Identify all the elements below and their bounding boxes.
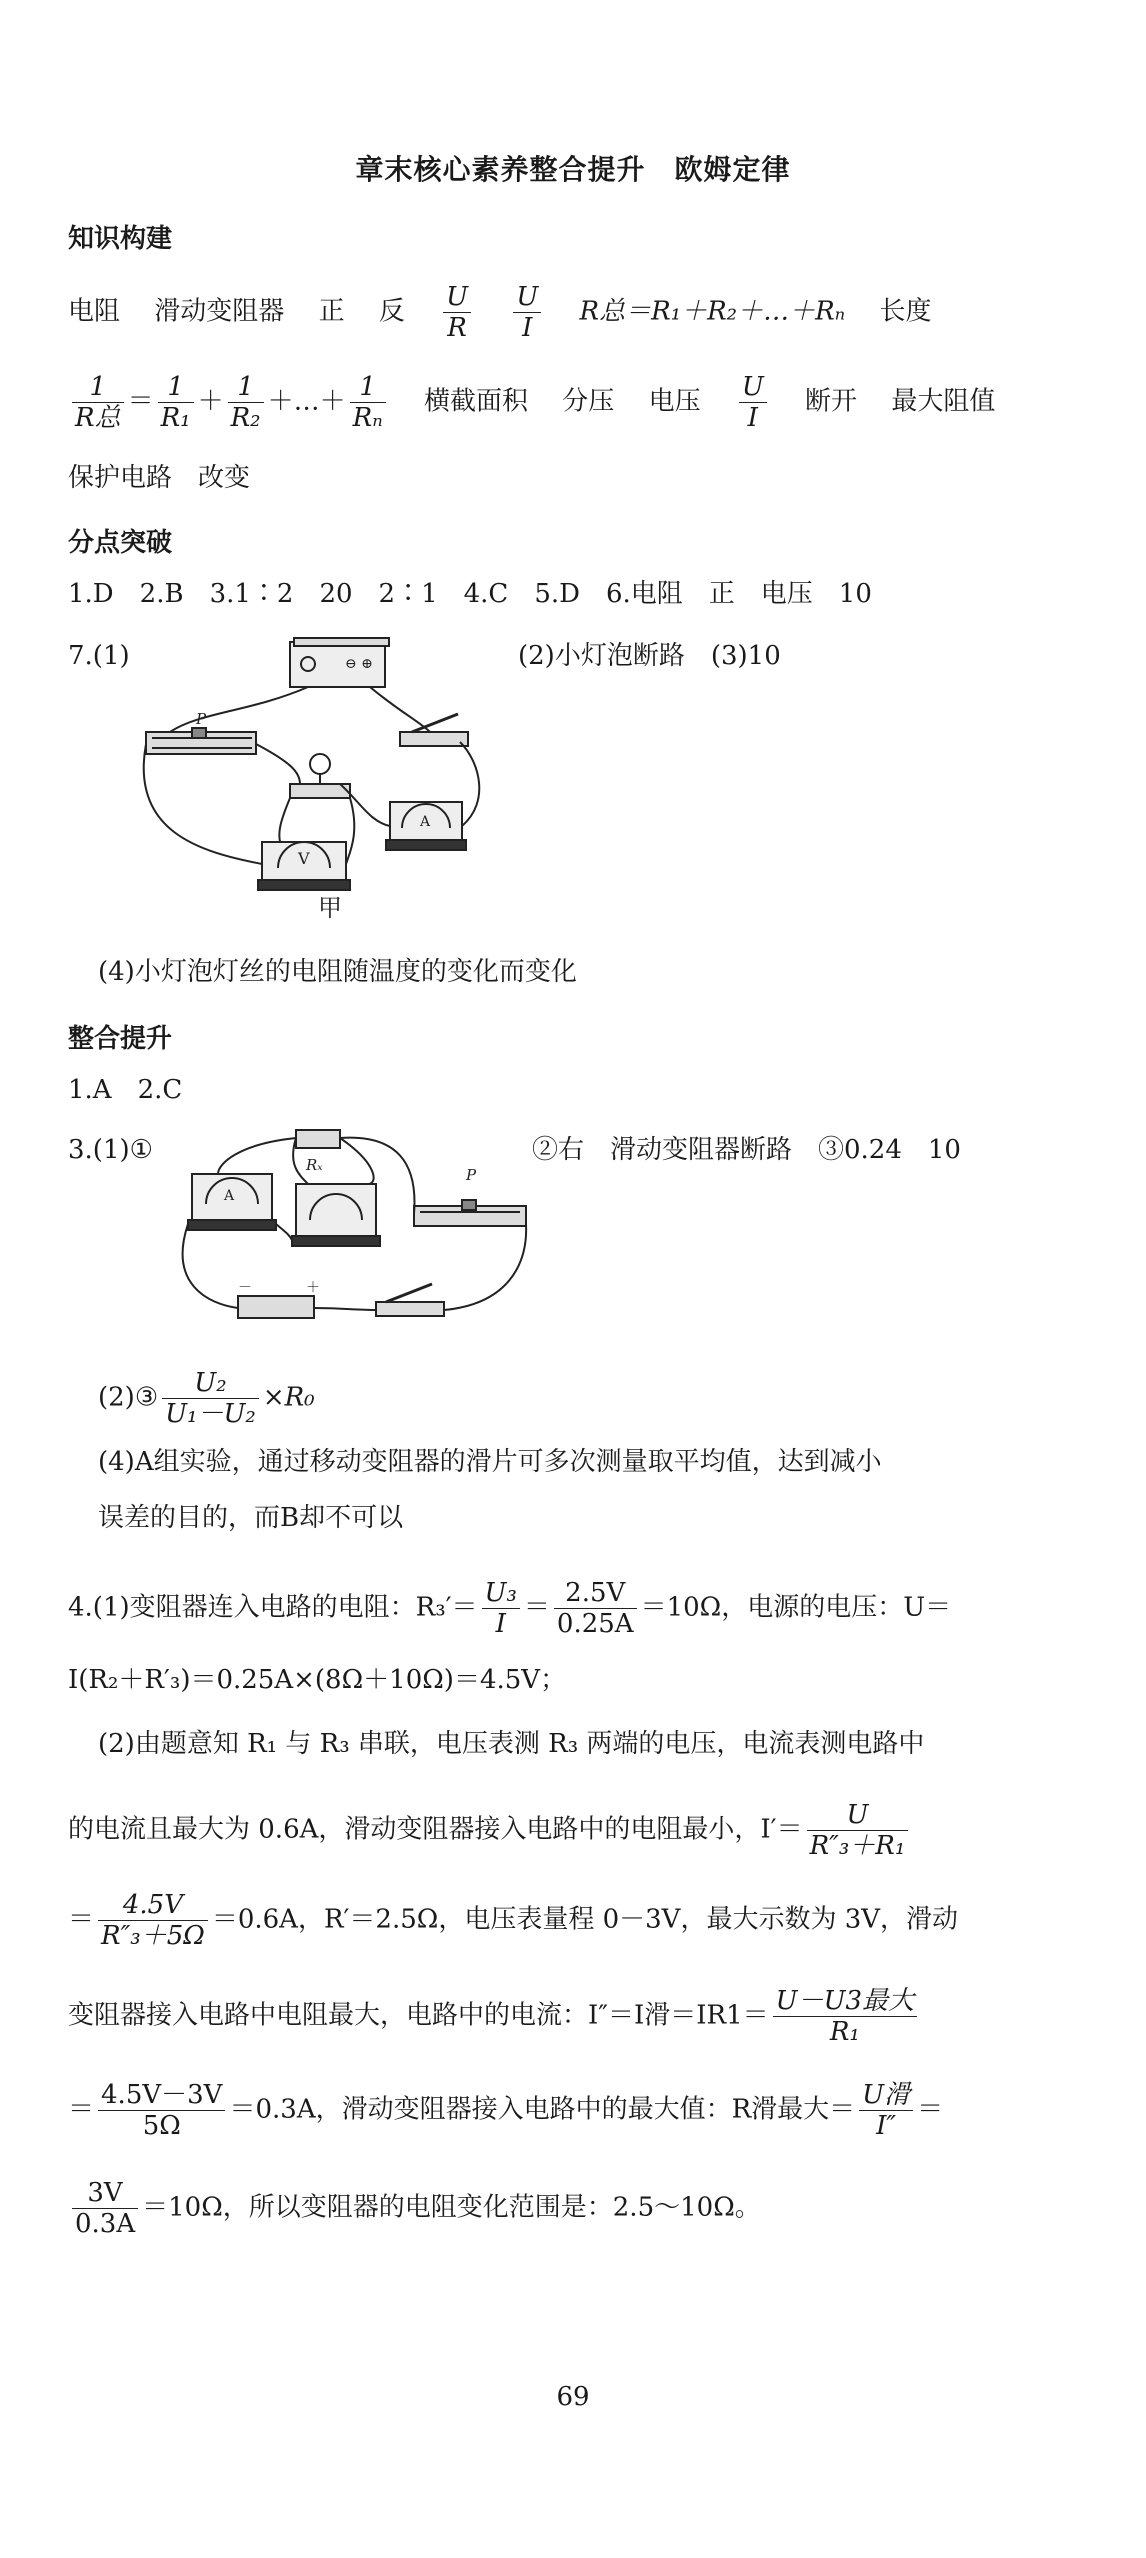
build-row-2: $\frac{1}{\text{R总}}$ ＝ $\frac{1}{\text{R₁}}$ ＋ $\frac{1}{\text{R₂}}$ ＋…＋ $\frac{1}{\text{Rₙ}}$ 横截面积 分压 电压 $\frac{U}{I}$ 断开 最大阻值 <box>68 372 995 433</box>
ammeter-label: A <box>420 814 431 830</box>
answer-int-4-1a: 4.(1)变阻器连入电路的电阻：R₃′＝ $\frac{\text{U₃}}{I}$ ＝ $\frac{2.5V}{0.25A}$ ＝10Ω，电源的电压：U＝ <box>68 1578 952 1639</box>
answer-int-3-4a: (4)A组实验，通过移动变阻器的滑片可多次测量取平均值，达到减小 <box>98 1447 882 1477</box>
section-knowledge-build: 知识构建 <box>68 224 173 254</box>
answer-length: 长度 <box>879 296 932 327</box>
voltmeter-label: V <box>298 849 310 868</box>
series-resistance-formula: R总＝R₁＋R₂＋…＋Rₙ <box>579 296 846 327</box>
answer-inverse: 反 <box>378 296 405 327</box>
answer-7-4: (4)小灯泡灯丝的电阻随温度的变化而变化 <box>98 957 577 987</box>
section-point-breakthrough: 分点突破 <box>68 528 173 558</box>
ammeter-label-2: A <box>224 1188 235 1204</box>
fraction-u-over-r: $\frac{U}{R}$ <box>443 282 471 343</box>
answer-resistance: 电阻 <box>68 296 121 327</box>
fraction-u2-over-u1-minus-u2: $\frac{\text{U₂}}{\text{U₁－U₂}}$ <box>162 1368 259 1429</box>
fraction-1-over-rn: $\frac{1}{\text{Rₙ}}$ <box>350 372 386 433</box>
fraction-uslide-over-i2: $\frac{\text{U滑}}{I''}$ <box>859 2080 913 2141</box>
answer-cross-section: 横截面积 <box>424 386 529 417</box>
answer-open: 断开 <box>805 386 858 417</box>
answer-int-3-2: (2)③ $\frac{\text{U₂}}{\text{U₁－U₂}}$ ×R₀ <box>98 1368 315 1429</box>
answers-int-1-2: 1.A 2.C <box>68 1075 183 1105</box>
answer-rheostat: 滑动变阻器 <box>154 296 285 327</box>
answers-1-to-6: 1.D 2.B 3.1∶2 20 2∶1 4.C 5.D 6.电阻 正 电压 10 <box>68 579 872 609</box>
svg-text:＋: ＋ <box>306 1280 320 1296</box>
page-number: 69 <box>556 2382 590 2412</box>
svg-text:－: － <box>238 1280 252 1296</box>
svg-text:⊖ ⊕: ⊖ ⊕ <box>345 656 373 672</box>
build-row-1 <box>68 282 931 343</box>
fraction-u3-over-i: $\frac{\text{U₃}}{I}$ <box>482 1578 520 1639</box>
fraction-u-over-i: $\frac{U}{I}$ <box>513 282 541 343</box>
fraction-u-over-i-2: $\frac{U}{I}$ <box>739 372 767 433</box>
fraction-u-over-r3-plus-r1: $\frac{U}{\text{R″₃＋R₁}}$ <box>807 1800 909 1861</box>
build-row-3: 保护电路 改变 <box>68 463 251 493</box>
page-title: 章末核心素养整合提升 欧姆定律 <box>355 153 791 186</box>
answer-7-2-3: (2)小灯泡断路 (3)10 <box>518 641 781 671</box>
answer-int-4-2e: ＝ $\frac{4.5V-3V}{5\Omega}$ ＝0.3A，滑动变阻器接入电路中的最大值：R滑最大＝ $\frac{\text{U滑}}{I''}$ ＝ <box>68 2080 944 2141</box>
answer-int-4-2a: (2)由题意知 R₁ 与 R₃ 串联，电压表测 R₃ 两端的电压，电流表测电路中 <box>98 1729 925 1759</box>
fraction-1-over-r2: $\frac{1}{\text{R₂}}$ <box>228 372 264 433</box>
answer-positive: 正 <box>318 296 345 327</box>
answer-int-4-2b: 的电流且最大为 0.6A，滑动变阻器接入电路中的电阻最小，I′＝ $\frac{U}{\text{R″₃＋R₁}}$ <box>68 1800 912 1861</box>
fraction-4-5v-minus-3v-over-5: $\frac{4.5V-3V}{5\Omega}$ <box>98 2080 225 2141</box>
slider-label-p: P <box>196 710 207 728</box>
answer-int-3-4b: 误差的目的，而B却不可以 <box>98 1503 404 1533</box>
answer-int-4-2f: $\frac{3V}{0.3A}$ ＝10Ω，所以变阻器的电阻变化范围是：2.5～10Ω。 <box>68 2178 761 2239</box>
fraction-3v-over-0-3a: $\frac{3V}{0.3A}$ <box>72 2178 138 2239</box>
circuit-figure-2 <box>178 1124 568 1344</box>
fraction-2-5v-over-0-25a: $\frac{2.5V}{0.25A}$ <box>554 1578 637 1639</box>
fraction-u-minus-u3max-over-r1: $\frac{\text{U－U3最大}}{\text{R₁}}$ <box>773 1986 917 2047</box>
slider-label-p-2: P <box>466 1166 477 1184</box>
answer-int-4-2d: 变阻器接入电路中电阻最大，电路中的电流：I″＝I滑＝IR1＝ $\frac{\text{U－U3最大}}{\text{R₁}}$ <box>68 1986 921 2047</box>
fraction-4-5v-over-r3-plus-5: $\frac{4.5V}{\text{R″₃＋5Ω}}$ <box>98 1890 208 1951</box>
answer-voltage-divide: 分压 <box>562 386 615 417</box>
section-integration: 整合提升 <box>68 1024 173 1054</box>
answer-int-4-2c: ＝ $\frac{4.5V}{\text{R″₃＋5Ω}}$ ＝0.6A，R′＝2.5Ω，电压表量程 0－3V，最大示数为 3V，滑动 <box>68 1890 959 1951</box>
fraction-1-over-rtotal: $\frac{1}{\text{R总}}$ <box>72 372 124 433</box>
circuit-figure-jia <box>140 632 500 892</box>
answer-7-1: 7.(1) <box>68 641 130 671</box>
answer-voltage: 电压 <box>648 386 701 417</box>
fraction-1-over-r1: $\frac{1}{\text{R₁}}$ <box>158 372 194 433</box>
resistor-label-rx: Rₓ <box>306 1156 323 1174</box>
figure-caption-jia: 甲 <box>318 894 342 922</box>
answer-int-3-1b: ②右 滑动变阻器断路 ③0.24 10 <box>532 1135 961 1165</box>
answer-max-resistance: 最大阻值 <box>891 386 996 417</box>
answer-int-4-1b: I(R₂＋R′₃)＝0.25A×(8Ω＋10Ω)＝4.5V； <box>68 1665 567 1695</box>
answer-int-3-1: 3.(1)① <box>68 1135 153 1165</box>
